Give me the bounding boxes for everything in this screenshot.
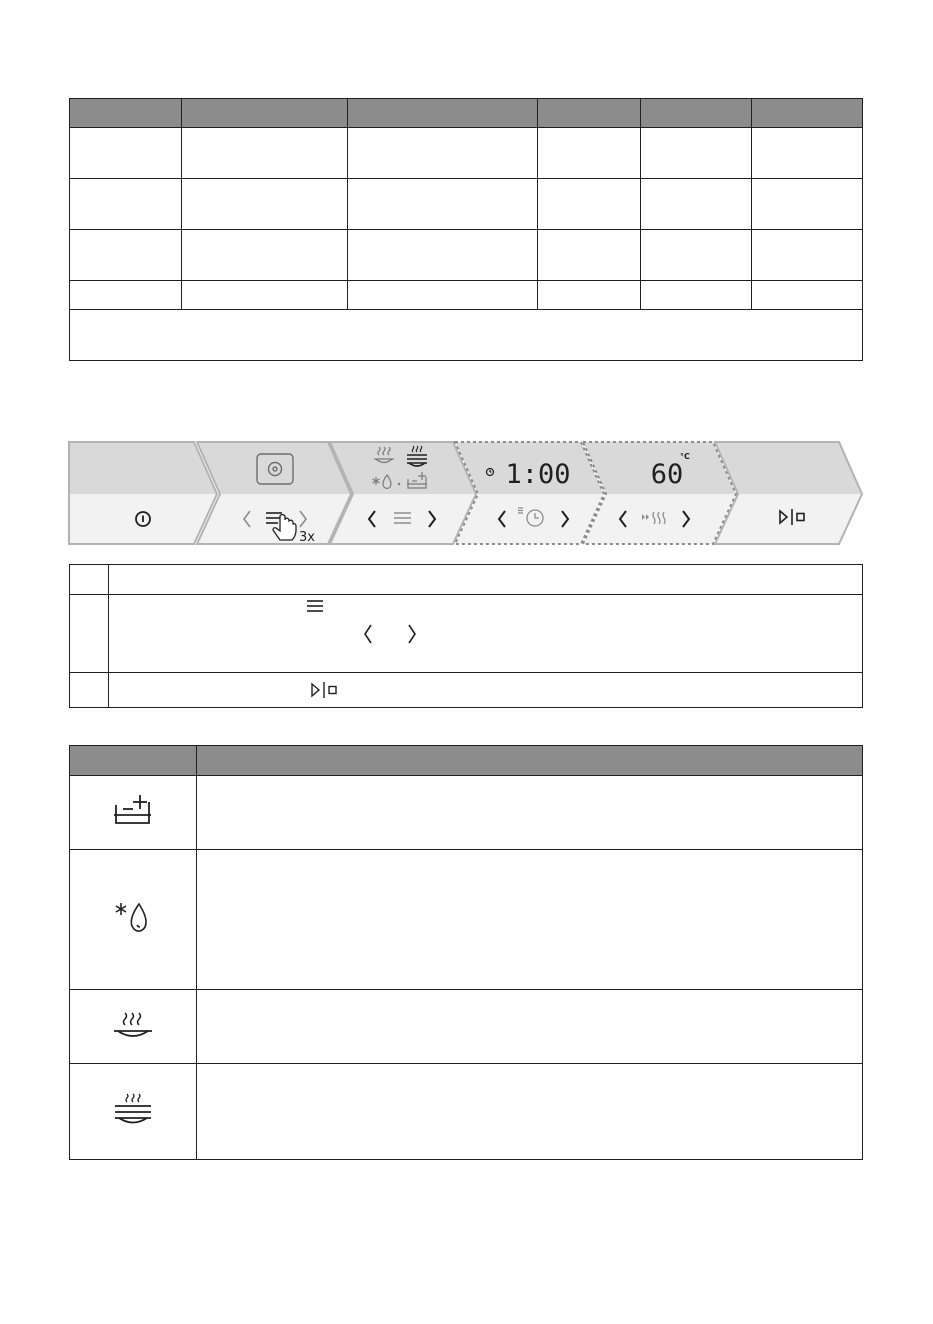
- panel-segment-power: [69, 442, 217, 544]
- temperature-unit: °C: [680, 452, 690, 461]
- table-row: [70, 230, 863, 281]
- table-header-row: [70, 99, 863, 128]
- chevron-left-icon: [361, 623, 375, 645]
- step-number-cell: [70, 673, 109, 708]
- option-icon-cell: [70, 850, 197, 990]
- table-header-cell: [752, 99, 863, 128]
- table-row: [70, 595, 863, 673]
- defrost-icon: [113, 900, 153, 936]
- option-description-cell: [197, 850, 863, 990]
- panel-segment-start-stop: [715, 442, 862, 544]
- option-icon-cell: [70, 1064, 197, 1160]
- table-note-row: [70, 310, 863, 361]
- options-table: [69, 745, 863, 1160]
- steam-plate-stack-icon: [111, 1091, 155, 1129]
- table-row: [70, 281, 863, 310]
- table-header-cell: [348, 99, 538, 128]
- table-row: [70, 776, 863, 850]
- table-header-cell: [197, 746, 863, 776]
- table-row: [70, 1064, 863, 1160]
- play-stop-icon: [309, 681, 339, 699]
- table-row: [70, 850, 863, 990]
- table-row: [70, 673, 863, 708]
- step-number-cell: [70, 565, 109, 595]
- table-header-cell: [538, 99, 641, 128]
- table-header-cell: [641, 99, 752, 128]
- table-row: [70, 179, 863, 230]
- temperature-display: 60: [650, 459, 684, 490]
- settings-table: [69, 98, 863, 361]
- table-row: [70, 565, 863, 595]
- option-description-cell: [197, 1064, 863, 1160]
- table-row: [70, 990, 863, 1064]
- press-count-label: 3x: [299, 530, 315, 545]
- table-header-cell: [70, 746, 197, 776]
- table-header-cell: [70, 99, 182, 128]
- step-number-cell: [70, 595, 109, 673]
- panel-segment-duration: [455, 442, 604, 544]
- option-icon-cell: [70, 776, 197, 850]
- option-description-cell: [197, 776, 863, 850]
- panel-segment-temperature: [583, 442, 736, 544]
- step-text-cell: [109, 565, 863, 595]
- control-panel-diagram: [66, 438, 866, 548]
- option-description-cell: [197, 990, 863, 1064]
- step-text-cell: [109, 595, 863, 673]
- option-icon-cell: [70, 990, 197, 1064]
- table-header-row: [70, 746, 863, 776]
- duration-display: 1:00: [505, 459, 571, 490]
- table-row: [70, 128, 863, 179]
- table-header-cell: [182, 99, 348, 128]
- menu-icon: [305, 599, 325, 613]
- chevron-right-icon: [405, 623, 419, 645]
- tray-plus-icon: [111, 793, 155, 829]
- separator-dot-icon: [398, 483, 400, 485]
- panel-segment-mode: [330, 442, 476, 544]
- step-text-cell: [109, 673, 863, 708]
- steam-dish-icon: [111, 1007, 155, 1043]
- steps-table: [69, 564, 863, 708]
